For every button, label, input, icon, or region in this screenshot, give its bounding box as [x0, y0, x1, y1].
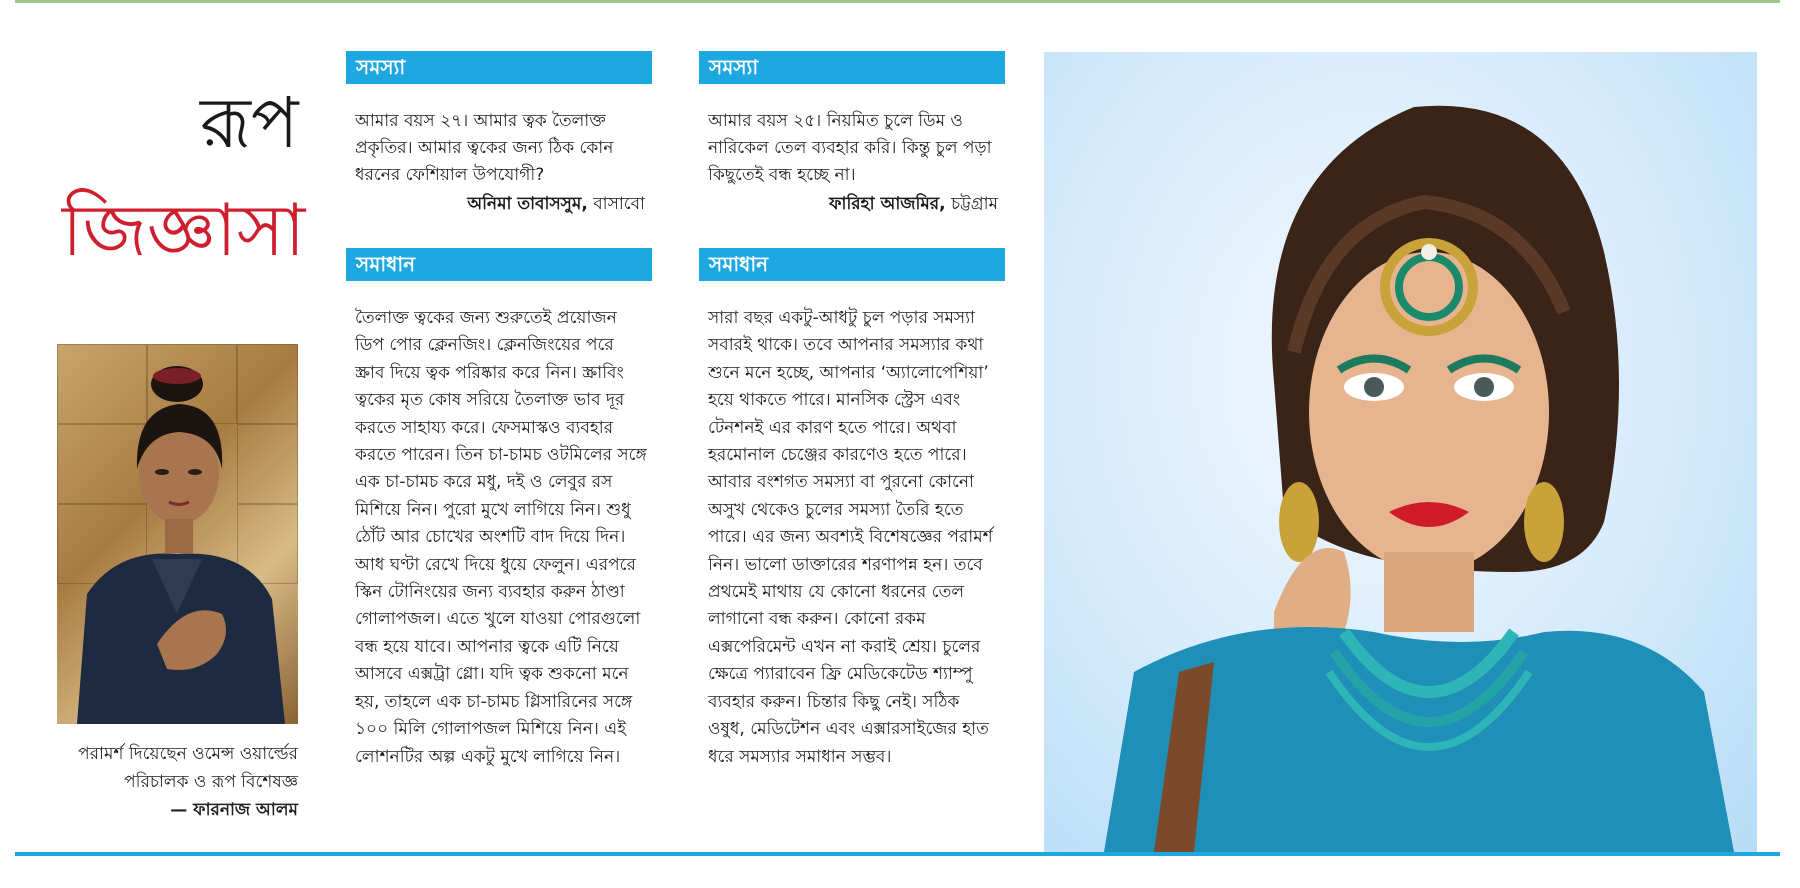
author-place: চট্টগ্রাম [945, 194, 998, 214]
expert-photo [57, 344, 298, 724]
answer-text: তৈলাক্ত ত্বকের জন্য শুরুতেই প্রয়োজন ডিপ পোর ক্লেনজিং। ক্লেনজিংয়ের পরে স্ক্রাব দিয়ে ত্বক পরিষ্কার করে নিন। স্ক্রাবিং ত্বকের মৃত কোষ সরিয়ে তৈলাক্ত ভাব দূর করতে সাহায্য করে। ফেসমাস্কও ব্যবহার করতে পারেন। তিন চা-চামচ ওটমিলের সঙ্গে এক চা-চামচ করে মধু, দই ও লেবুর রস মিশিয়ে নিন। পুরো মুখে লাগিয়ে নিন। শুধু ঠোঁট আর চোখের অংশটি বাদ দিয়ে দিন। আধ ঘণ্টা রেখে দিয়ে ধুয়ে ফেলুন। এরপরে স্কিন টোনিংয়ের জন্য ব্যবহার করুন ঠাণ্ডা গোলাপজল। এতে খুলে যাওয়া পোরগুলো বন্ধ হয়ে যাবে। আপনার ত্বকে এটি নিয়ে আসবে এক্সট্রা গ্লো। যদি ত্বক শুকনো মনে হয়, তাহলে এক চা-চামচ গ্লিসারিনের সঙ্গে ১০০ মিলি গোলাপজল মিশিয়ে নিন। এই লোশনটির অল্প একটু মুখে লাগিয়ে নিন। [355, 308, 647, 767]
problem-heading: সমস্যা [699, 51, 1005, 84]
question-author [355, 191, 645, 218]
expert-caption-line1: পরামর্শ দিয়েছেন ওমেন্স ওয়ার্ল্ডের [78, 744, 298, 764]
solution-heading: সমাধান [346, 248, 652, 281]
bottom-rule [15, 852, 1780, 856]
model-photo [1044, 52, 1757, 852]
question-author [708, 191, 998, 218]
title-jiggasa: জিজ্ঞাসা [62, 188, 306, 272]
model-figure [1044, 52, 1757, 852]
answer-text: সারা বছর একটু-আধটু চুল পড়ার সমস্যা সবারই থাকে। তবে আপনার সমস্যার কথা শুনে মনে হচ্ছে, আপনার ‘অ্যালোপেশিয়া’ হয়ে থাকতে পারে। মানসিক স্ট্রেস এবং টেনশনই এর কারণ হতে পারে। অথবা হরমোনাল চেঞ্জের কারণেও হতে পারে। আবার বংশগত সমস্যা বা পুরনো কোনো অসুখ থেকেও চুলের সমস্যা তৈরি হতে পারে। এর জন্য অবশ্যই বিশেষজ্ঞের পরামর্শ নিন। ভালো ডাক্তারের শরণাপন্ন হন। তবে প্রথমেই মাথায় যে কোনো ধরনের তেল লাগানো বন্ধ করুন। কোনো রকম এক্সপেরিমেন্ট এখন না করাই শ্রেয়। চুলের ক্ষেত্রে প্যারাবেন ফ্রি মেডিকেটেড শ্যাম্পু ব্যবহার করুন। চিন্তার কিছু নেই। সঠিক ওষুধ, মেডিটেশন এবং এক্সারসাইজের হাত ধরে সমস্যার সমাধান সম্ভব। [708, 308, 993, 767]
expert-name: — ফারনাজ আলম [170, 800, 298, 820]
problem-heading: সমস্যা [346, 51, 652, 84]
author-name: অনিমা তাবাসসুম, [467, 194, 588, 214]
title-rup: রূপ [200, 82, 299, 164]
expert-figure [57, 344, 298, 724]
top-rule [15, 0, 1780, 3]
author-name: ফারিহা আজমির, [829, 194, 946, 214]
author-place: বাসাবো [587, 194, 645, 214]
expert-caption [30, 740, 298, 824]
solution-heading: সমাধান [699, 248, 1005, 281]
question-text: আমার বয়স ২৫। নিয়মিত চুলে ডিম ও নারিকেল তেল ব্যবহার করি। কিন্তু চুল পড়া কিছুতেই বন্ধ হচ্ছে না। [708, 111, 992, 185]
question-text: আমার বয়স ২৭। আমার ত্বক তৈলাক্ত প্রকৃতির। আমার ত্বকের জন্য ঠিক কোন ধরনের ফেশিয়াল উপযোগী? [355, 111, 614, 185]
expert-caption-line2: পরিচালক ও রূপ বিশেষজ্ঞ [124, 772, 298, 792]
